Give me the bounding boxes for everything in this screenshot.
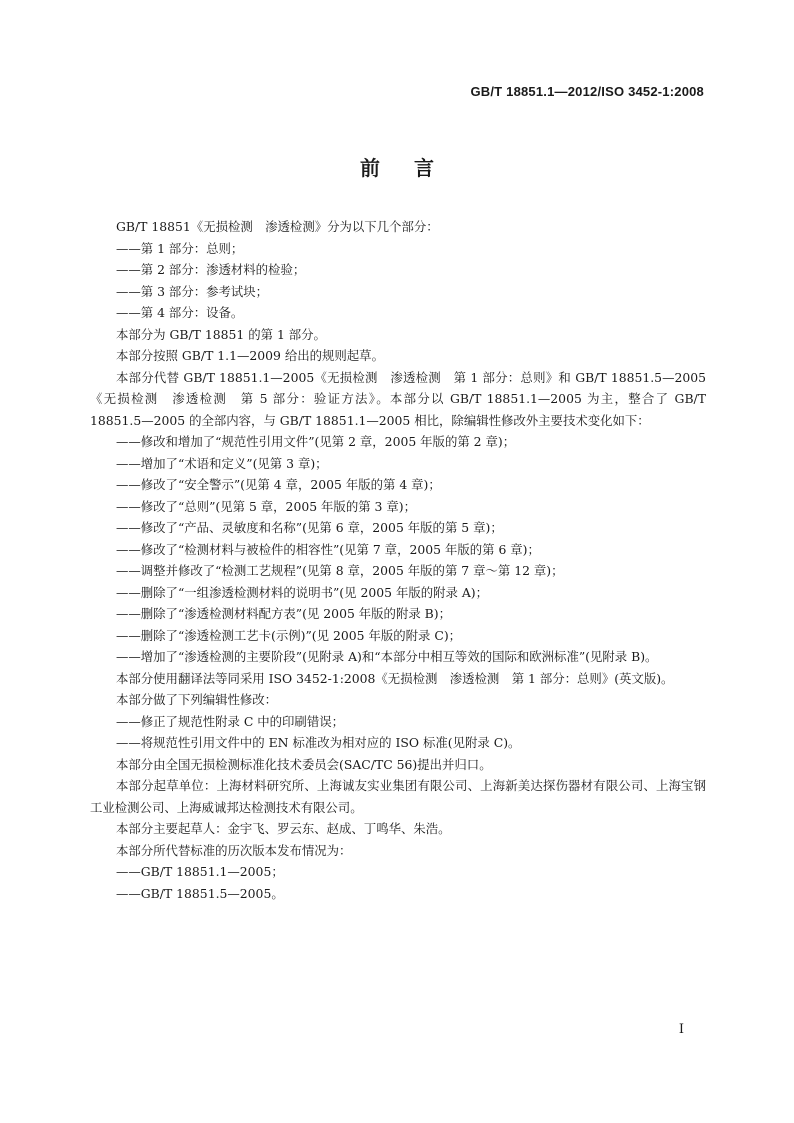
page-title: 前言 xyxy=(360,156,468,180)
list-item: ——修正了规范性附录 C 中的印刷错误； xyxy=(116,713,344,729)
list-item: ——增加了“术语和定义”(见第 3 章)； xyxy=(116,455,328,471)
paragraph: GB/T 18851《无损检测 渗透检测》分为以下几个部分： xyxy=(116,219,439,234)
paragraph: 本部分代替 GB/T 18851.1—2005《无损检测 渗透检测 第 1 部分：总则》和 GB/T 18851.5—2005《无损检测 渗透检测 第 5 部分：验证方法》。本部分以 GB/T 18851.1—2005 为主，整合了 GB/T 18851.5—2005 的全部内容，与 GB/T 18851.1—2005 相比，除编辑性修改外主要技术变化如下： xyxy=(90,369,706,428)
page-number: I xyxy=(678,1022,684,1037)
list-item: ——将规范性引用文件中的 EN 标准改为相对应的 ISO 标准(见附录 C)。 xyxy=(116,735,521,750)
list-item: ——删除了“渗透检测材料配方表”(见 2005 年版的附录 B)； xyxy=(116,606,451,621)
list-item: ——修改和增加了“规范性引用文件”(见第 2 章，2005 年版的第 2 章)； xyxy=(116,434,516,449)
paragraph: 本部分主要起草人：金宇飞、罗云东、赵成、丁鸣华、朱浩。 xyxy=(116,821,451,836)
paragraph: 本部分由全国无损检测标准化技术委员会(SAC/TC 56)提出并归口。 xyxy=(116,756,492,772)
list-item: ——增加了“渗透检测的主要阶段”(见附录 A)和“本部分中相互等效的国际和欧洲标准”(见附录 B)。 xyxy=(116,649,658,664)
list-item: ——第 2 部分：渗透材料的检验； xyxy=(116,262,306,277)
list-item: ——第 4 部分：设备。 xyxy=(116,305,244,320)
list-item: ——第 3 部分：参考试块； xyxy=(116,283,269,299)
paragraph: 本部分所代替标准的历次版本发布情况为： xyxy=(116,842,352,858)
list-item: ——修改了“安全警示”(见第 4 章，2005 年版的第 4 章)； xyxy=(116,477,441,492)
paragraph: 本部分按照 GB/T 1.1—2009 给出的规则起草。 xyxy=(116,348,384,363)
paragraph: 本部分起草单位：上海材料研究所、上海诚友实业集团有限公司、上海新美达探伤器材有限公司、上海宝钢工业检测公司、上海威诚邦达检测技术有限公司。 xyxy=(90,778,706,815)
foreword-body xyxy=(90,216,706,904)
paragraph: 本部分为 GB/T 18851 的第 1 部分。 xyxy=(116,326,326,342)
list-item: ——调整并修改了“检测工艺规程”(见第 8 章，2005 年版的第 7 章～第 12 章)； xyxy=(116,563,564,578)
paragraph: 本部分使用翻译法等同采用 ISO 3452-1:2008《无损检测 渗透检测 第 1 部分：总则》(英文版)。 xyxy=(116,670,674,686)
list-item: ——GB/T 18851.1—2005； xyxy=(116,864,284,879)
standard-code-header: GB/T 18851.1—2012/ISO 3452-1:2008 xyxy=(470,84,704,99)
list-item: ——修改了“产品、灵敏度和名称”(见第 6 章，2005 年版的第 5 章)； xyxy=(116,520,503,535)
paragraph: 本部分做了下列编辑性修改： xyxy=(116,692,278,707)
list-item: ——修改了“检测材料与被检件的相容性”(见第 7 章，2005 年版的第 6 章)； xyxy=(116,541,540,557)
list-item: ——修改了“总则”(见第 5 章，2005 年版的第 3 章)； xyxy=(116,498,416,514)
list-item: ——GB/T 18851.5—2005。 xyxy=(116,885,284,901)
list-item: ——第 1 部分：总则； xyxy=(116,240,244,256)
list-item: ——删除了“一组渗透检测材料的说明书”(见 2005 年版的附录 A)； xyxy=(116,584,489,600)
list-item: ——删除了“渗透检测工艺卡(示例)”(见 2005 年版的附录 C)； xyxy=(116,627,462,643)
